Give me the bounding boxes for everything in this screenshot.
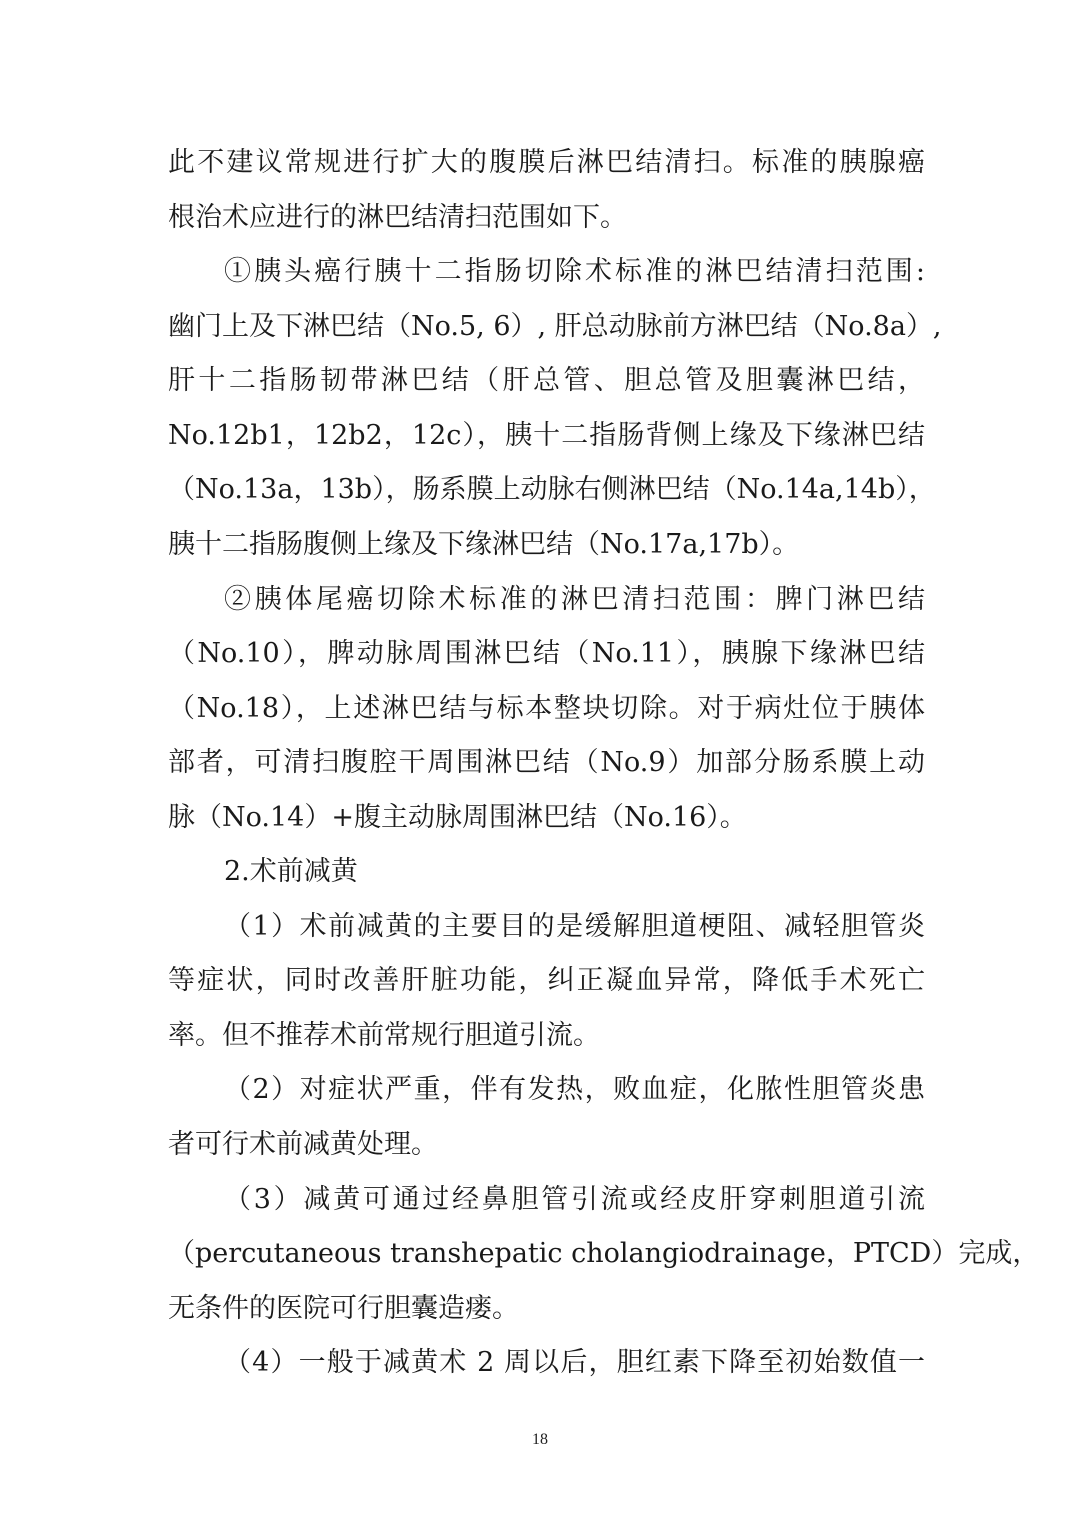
text-line: （3）减黄可通过经鼻胆管引流或经皮肝穿刺胆道引流 <box>224 1184 925 1215</box>
text-line: 部者，可清扫腹腔干周围淋巴结（No.9）加部分肠系膜上动 <box>168 747 925 778</box>
text-line: 肝十二指肠韧带淋巴结（肝总管、胆总管及胆囊淋巴结， <box>168 365 925 396</box>
text-line: （No.13a，13b），肠系膜上动脉右侧淋巴结（No.14a,14b）， <box>168 474 936 505</box>
text-line: （No.18），上述淋巴结与标本整块切除。对于病灶位于胰体 <box>168 693 925 724</box>
text-line: 无条件的医院可行胆囊造瘘。 <box>168 1293 519 1324</box>
text-line: 等症状，同时改善肝脏功能，纠正凝血异常，降低手术死亡 <box>168 965 925 996</box>
text-line: （No.10），脾动脉周围淋巴结（No.11），胰腺下缘淋巴结 <box>168 638 925 669</box>
text-line: （1）术前减黄的主要目的是缓解胆道梗阻、减轻胆管炎 <box>224 911 925 942</box>
item-heading-pancreatic-body-tail: ②胰体尾癌切除术标准的淋巴清扫范围：脾门淋巴结 <box>224 584 925 615</box>
text-line: 者可行术前减黄处理。 <box>168 1129 438 1160</box>
text-line: （percutaneous transhepatic cholangiodrainage，PTCD）完成， <box>168 1238 1040 1269</box>
text-line: （2）对症状严重，伴有发热，败血症，化脓性胆管炎患 <box>224 1074 925 1105</box>
text-line: （4）一般于减黄术 2 周以后，胆红素下降至初始数值一 <box>224 1347 925 1378</box>
text-line: No.12b1，12b2，12c），胰十二指肠背侧上缘及下缘淋巴结 <box>168 420 925 451</box>
text-line: 幽门上及下淋巴结（No.5, 6）, 肝总动脉前方淋巴结（No.8a）, <box>168 311 942 342</box>
item-heading-pancreatic-head: ①胰头癌行胰十二指肠切除术标准的淋巴结清扫范围: <box>224 256 925 287</box>
text-line: 率。但不推荐术前常规行胆道引流。 <box>168 1020 600 1051</box>
text-line: 根治术应进行的淋巴结清扫范围如下。 <box>168 202 627 233</box>
text-line: 胰十二指肠腹侧上缘及下缘淋巴结（No.17a,17b）。 <box>168 529 800 560</box>
page-number: 18 <box>532 1431 548 1448</box>
text-line: 脉（No.14）+腹主动脉周围淋巴结（No.16）。 <box>168 802 747 833</box>
text-line: 此不建议常规进行扩大的腹膜后淋巴结清扫。标准的胰腺癌 <box>168 147 925 178</box>
section-heading-preoperative-jaundice-reduction: 2.术前减黄 <box>224 856 358 887</box>
